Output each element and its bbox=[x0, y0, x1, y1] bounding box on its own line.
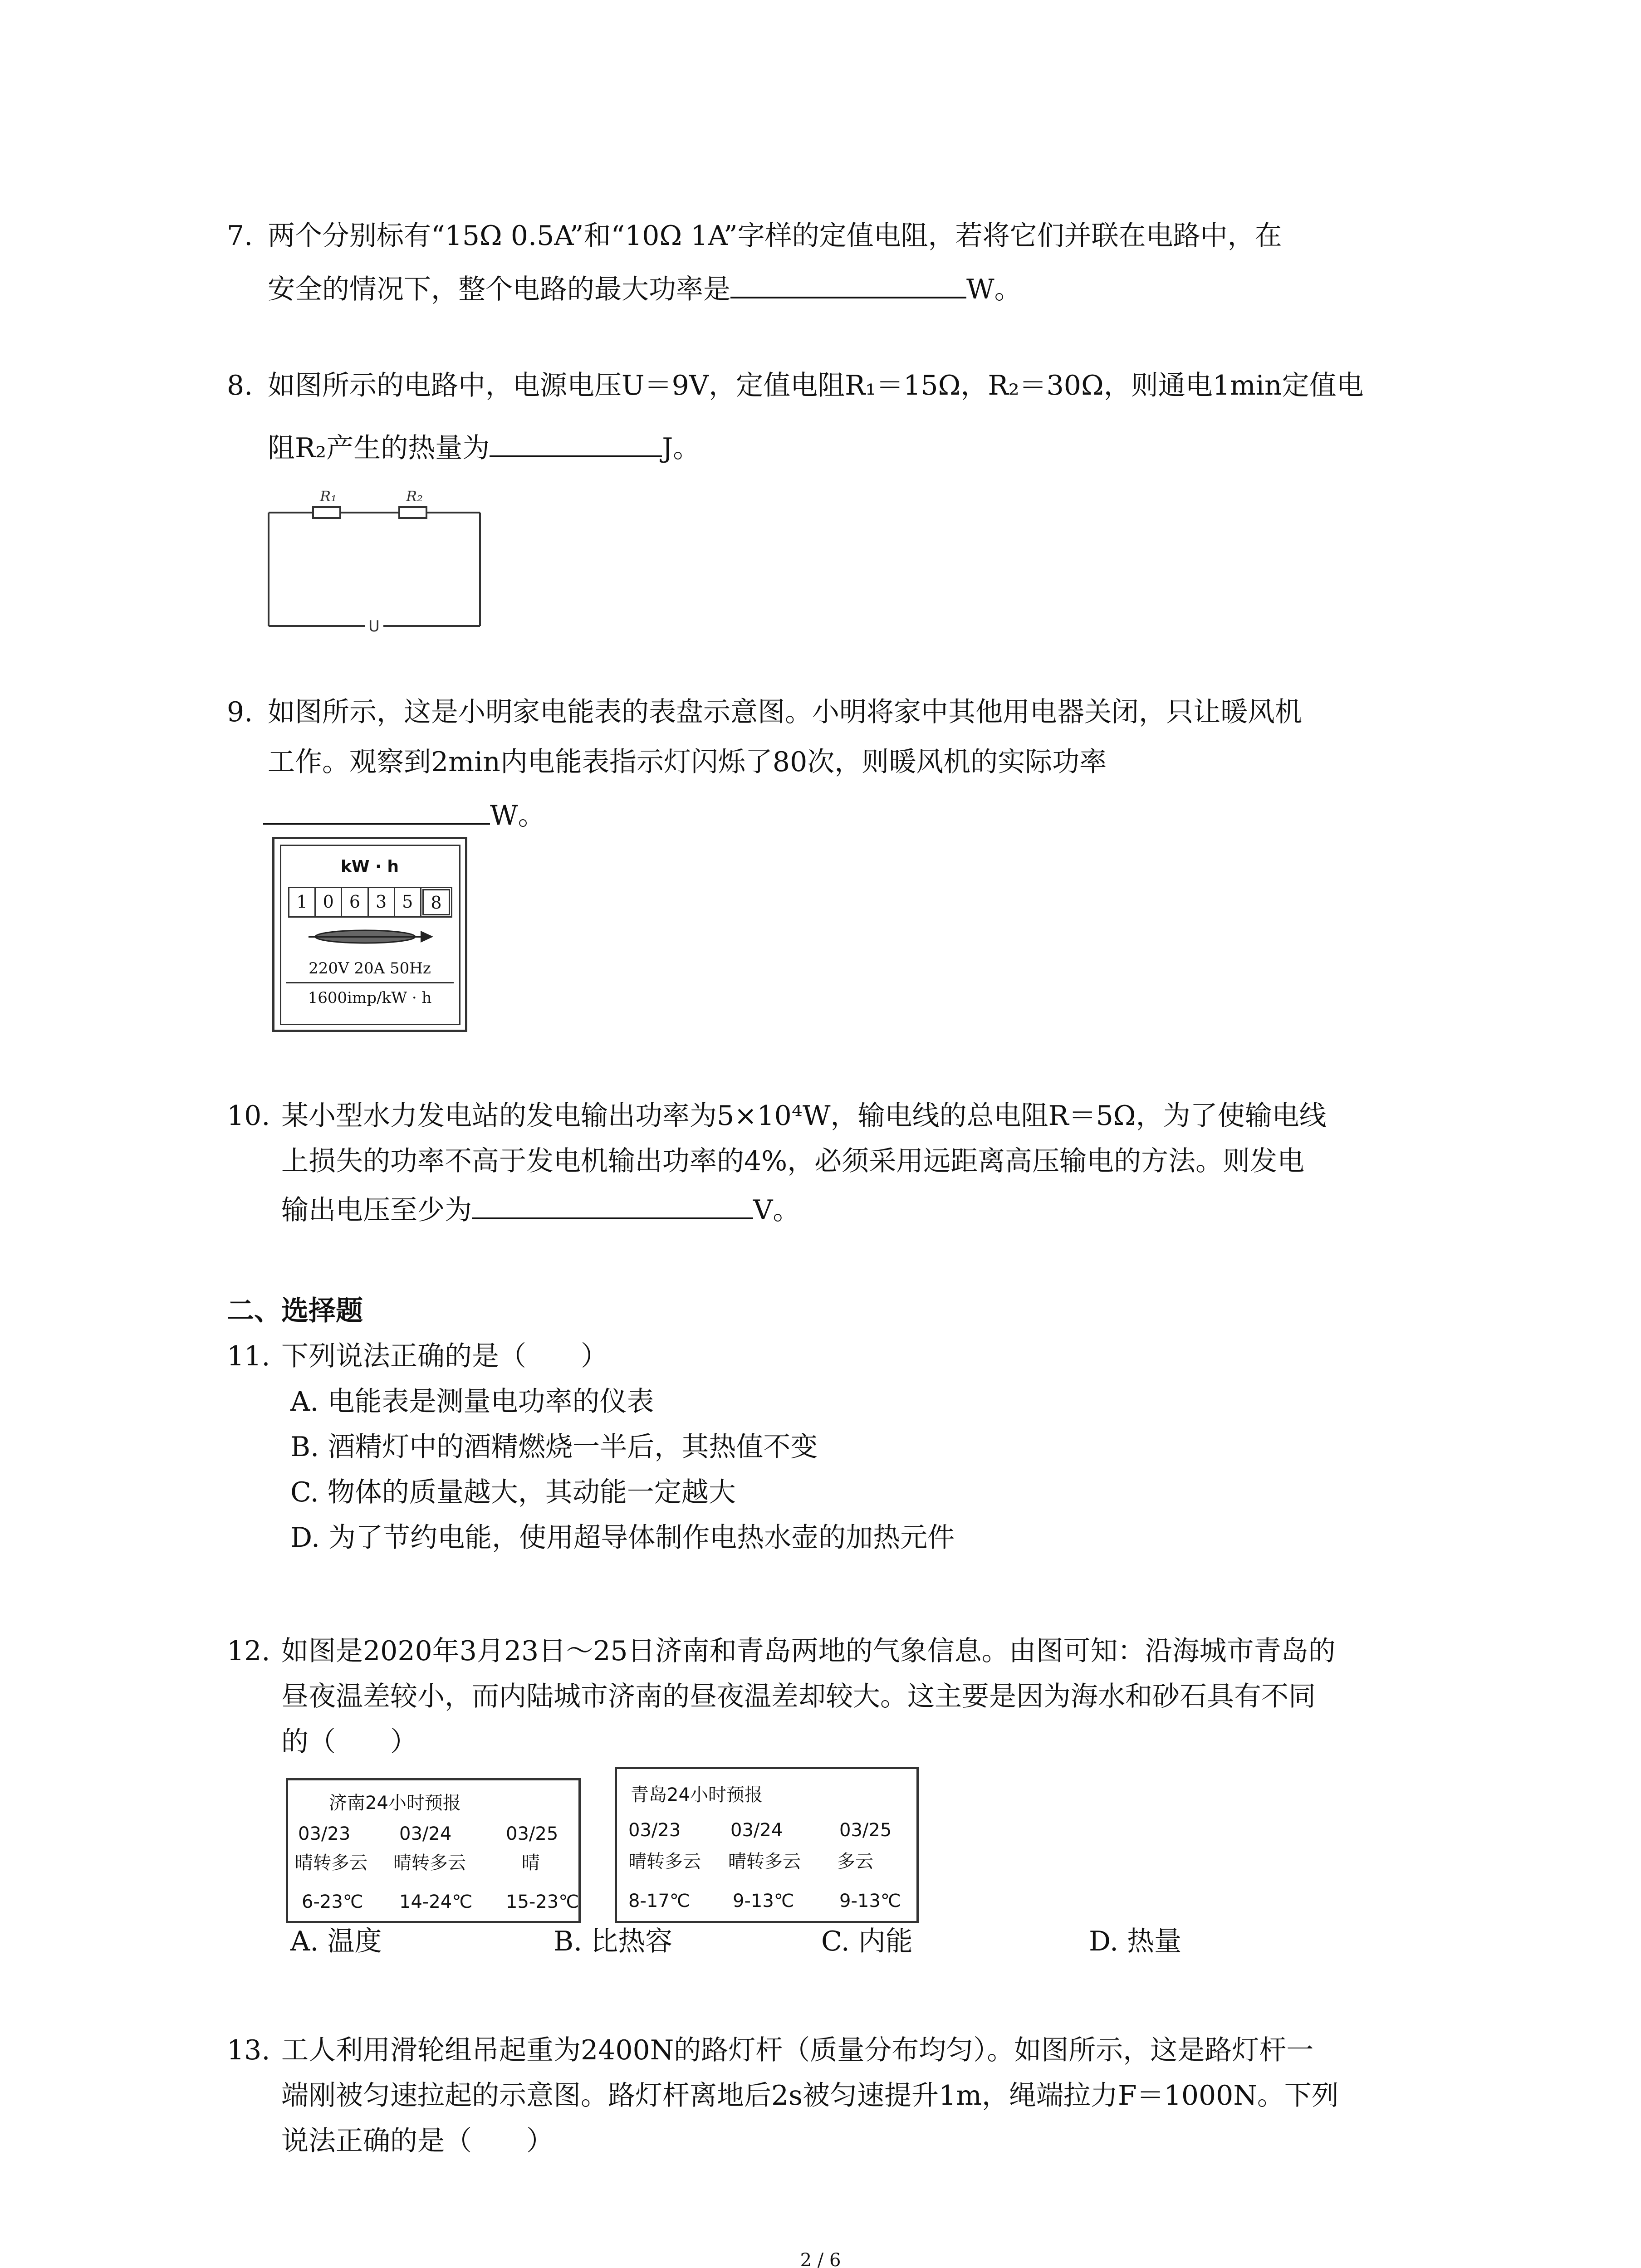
r1-label: R₁ bbox=[320, 488, 337, 505]
jinan-temp: 15-23℃ bbox=[506, 1892, 579, 1912]
q11-number: 11. bbox=[227, 1340, 270, 1372]
q8-answer-blank[interactable] bbox=[490, 426, 662, 457]
meter-divider bbox=[286, 982, 454, 983]
q10-line2: 上损失的功率不高于发电机输出功率的4%，必须采用远距离高压输电的方法。则发电 bbox=[281, 1145, 1305, 1177]
q8-line1: 如图所示的电路中，电源电压U＝9V，定值电阻R₁＝15Ω，R₂＝30Ω，则通电1min定值电 bbox=[268, 370, 1364, 401]
section-heading: 二、选择题 bbox=[227, 1295, 363, 1327]
jinan-date: 03/25 bbox=[506, 1823, 558, 1844]
qingdao-date: 03/25 bbox=[839, 1820, 892, 1841]
q7-line2 bbox=[268, 268, 1022, 308]
q12-option-a[interactable]: A. 温度 bbox=[290, 1926, 382, 1957]
q13-number: 13. bbox=[227, 2034, 270, 2066]
qingdao-temp: 9-13℃ bbox=[733, 1891, 794, 1911]
q12-line1: 如图是2020年3月23日～25日济南和青岛两地的气象信息。由图可知：沿海城市青岛的 bbox=[281, 1635, 1336, 1667]
q10-unit: V。 bbox=[753, 1194, 800, 1226]
meter-digit-last: 8 bbox=[422, 889, 450, 915]
q10-answer-blank[interactable] bbox=[472, 1188, 753, 1219]
jinan-title: 济南24小时预报 bbox=[329, 1793, 461, 1813]
jinan-weather: 晴 bbox=[522, 1853, 540, 1873]
jinan-date: 03/23 bbox=[298, 1823, 351, 1844]
qingdao-temp: 8-17℃ bbox=[628, 1891, 690, 1911]
q7-answer-blank[interactable] bbox=[730, 268, 966, 298]
q8-line2-text: 阻R₂产生的热量为 bbox=[268, 432, 490, 464]
qingdao-forecast-box bbox=[615, 1767, 919, 1923]
q10-line3 bbox=[281, 1188, 800, 1228]
q9-number: 9. bbox=[227, 696, 253, 728]
qingdao-temp: 9-13℃ bbox=[839, 1891, 901, 1911]
voltage-label: U bbox=[368, 617, 380, 635]
q12-option-d[interactable]: D. 热量 bbox=[1089, 1926, 1182, 1957]
q7-line1: 两个分别标有“15Ω 0.5A”和“10Ω 1A”字样的定值电阻，若将它们并联在电路中，在 bbox=[268, 220, 1282, 252]
jinan-weather: 晴转多云 bbox=[393, 1853, 466, 1873]
q12-line3: 的（ ） bbox=[281, 1726, 417, 1758]
q8-line2 bbox=[268, 426, 700, 466]
q13-line2: 端刚被匀速拉起的示意图。路灯杆离地后2s被匀速提升1m，绳端拉力F＝1000N。下列 bbox=[281, 2080, 1339, 2112]
q9-line2: 工作。观察到2min内电能表指示灯闪烁了80次，则暖风机的实际功率 bbox=[268, 746, 1107, 778]
qingdao-weather: 晴转多云 bbox=[628, 1851, 701, 1872]
page-number: 2 / 6 bbox=[800, 2250, 841, 2268]
jinan-date: 03/24 bbox=[399, 1823, 452, 1844]
jinan-temp: 6-23℃ bbox=[302, 1892, 363, 1912]
meter-unit: kW · h bbox=[340, 857, 399, 876]
q12-line2: 昼夜温差较小，而内陆城市济南的昼夜温差却较大。这主要是因为海水和砂石具有不同 bbox=[281, 1681, 1316, 1712]
jinan-forecast-box bbox=[286, 1778, 581, 1923]
meter-digit: 6 bbox=[342, 888, 368, 916]
q8-number: 8. bbox=[227, 370, 253, 401]
q11-option-a[interactable]: A. 电能表是测量电功率的仪表 bbox=[290, 1386, 654, 1418]
meter-disc-icon bbox=[302, 925, 438, 948]
meter-digit: 0 bbox=[316, 888, 342, 916]
meter-digits bbox=[288, 887, 452, 918]
q12-number: 12. bbox=[227, 1635, 270, 1667]
qingdao-date: 03/23 bbox=[628, 1820, 681, 1841]
q9-line1: 如图所示，这是小明家电能表的表盘示意图。小明将家中其他用电器关闭，只让暖风机 bbox=[268, 696, 1302, 728]
meter-digit: 5 bbox=[395, 888, 421, 916]
qingdao-weather: 多云 bbox=[837, 1851, 873, 1872]
q9-unit: W。 bbox=[490, 800, 545, 831]
q10-line1: 某小型水力发电站的发电输出功率为5×10⁴W，输电线的总电阻R＝5Ω，为了使输电线 bbox=[281, 1100, 1327, 1132]
q13-line1: 工人利用滑轮组吊起重为2400N的路灯杆（质量分布均匀）。如图所示，这是路灯杆一 bbox=[281, 2034, 1314, 2066]
qingdao-title: 青岛24小时预报 bbox=[631, 1784, 763, 1805]
q12-option-c[interactable]: C. 内能 bbox=[821, 1926, 913, 1957]
q13-line3: 说法正确的是（ ） bbox=[281, 2125, 554, 2157]
q11-option-d[interactable]: D. 为了节约电能，使用超导体制作电热水壶的加热元件 bbox=[290, 1522, 955, 1554]
electric-meter-figure bbox=[272, 837, 467, 1032]
q11-option-b[interactable]: B. 酒精灯中的酒精燃烧一半后，其热值不变 bbox=[290, 1431, 818, 1463]
meter-spec2: 1600imp/kW · h bbox=[308, 989, 432, 1007]
q9-answer-blank[interactable] bbox=[263, 794, 490, 825]
q11-option-c[interactable]: C. 物体的质量越大，其动能一定越大 bbox=[290, 1476, 736, 1508]
qingdao-weather: 晴转多云 bbox=[728, 1851, 801, 1872]
q10-line3-text: 输出电压至少为 bbox=[281, 1194, 472, 1226]
q12-option-b[interactable]: B. 比热容 bbox=[554, 1926, 673, 1957]
meter-digit: 1 bbox=[289, 888, 316, 916]
q8-circuit-diagram bbox=[263, 481, 490, 635]
meter-digit: 3 bbox=[369, 888, 395, 916]
q10-number: 10. bbox=[227, 1100, 270, 1132]
q7-unit: W。 bbox=[966, 274, 1022, 305]
q7-number: 7. bbox=[227, 220, 253, 252]
jinan-temp: 14-24℃ bbox=[399, 1892, 473, 1912]
meter-spec1: 220V 20A 50Hz bbox=[309, 959, 431, 978]
q9-line3 bbox=[263, 794, 545, 834]
q7-line2-text: 安全的情况下，整个电路的最大功率是 bbox=[268, 274, 730, 305]
q8-unit: J。 bbox=[662, 432, 700, 464]
qingdao-date: 03/24 bbox=[730, 1820, 783, 1841]
r2-label: R₂ bbox=[406, 488, 423, 505]
jinan-weather: 晴转多云 bbox=[295, 1853, 367, 1873]
q11-stem: 下列说法正确的是（ ） bbox=[281, 1340, 608, 1372]
